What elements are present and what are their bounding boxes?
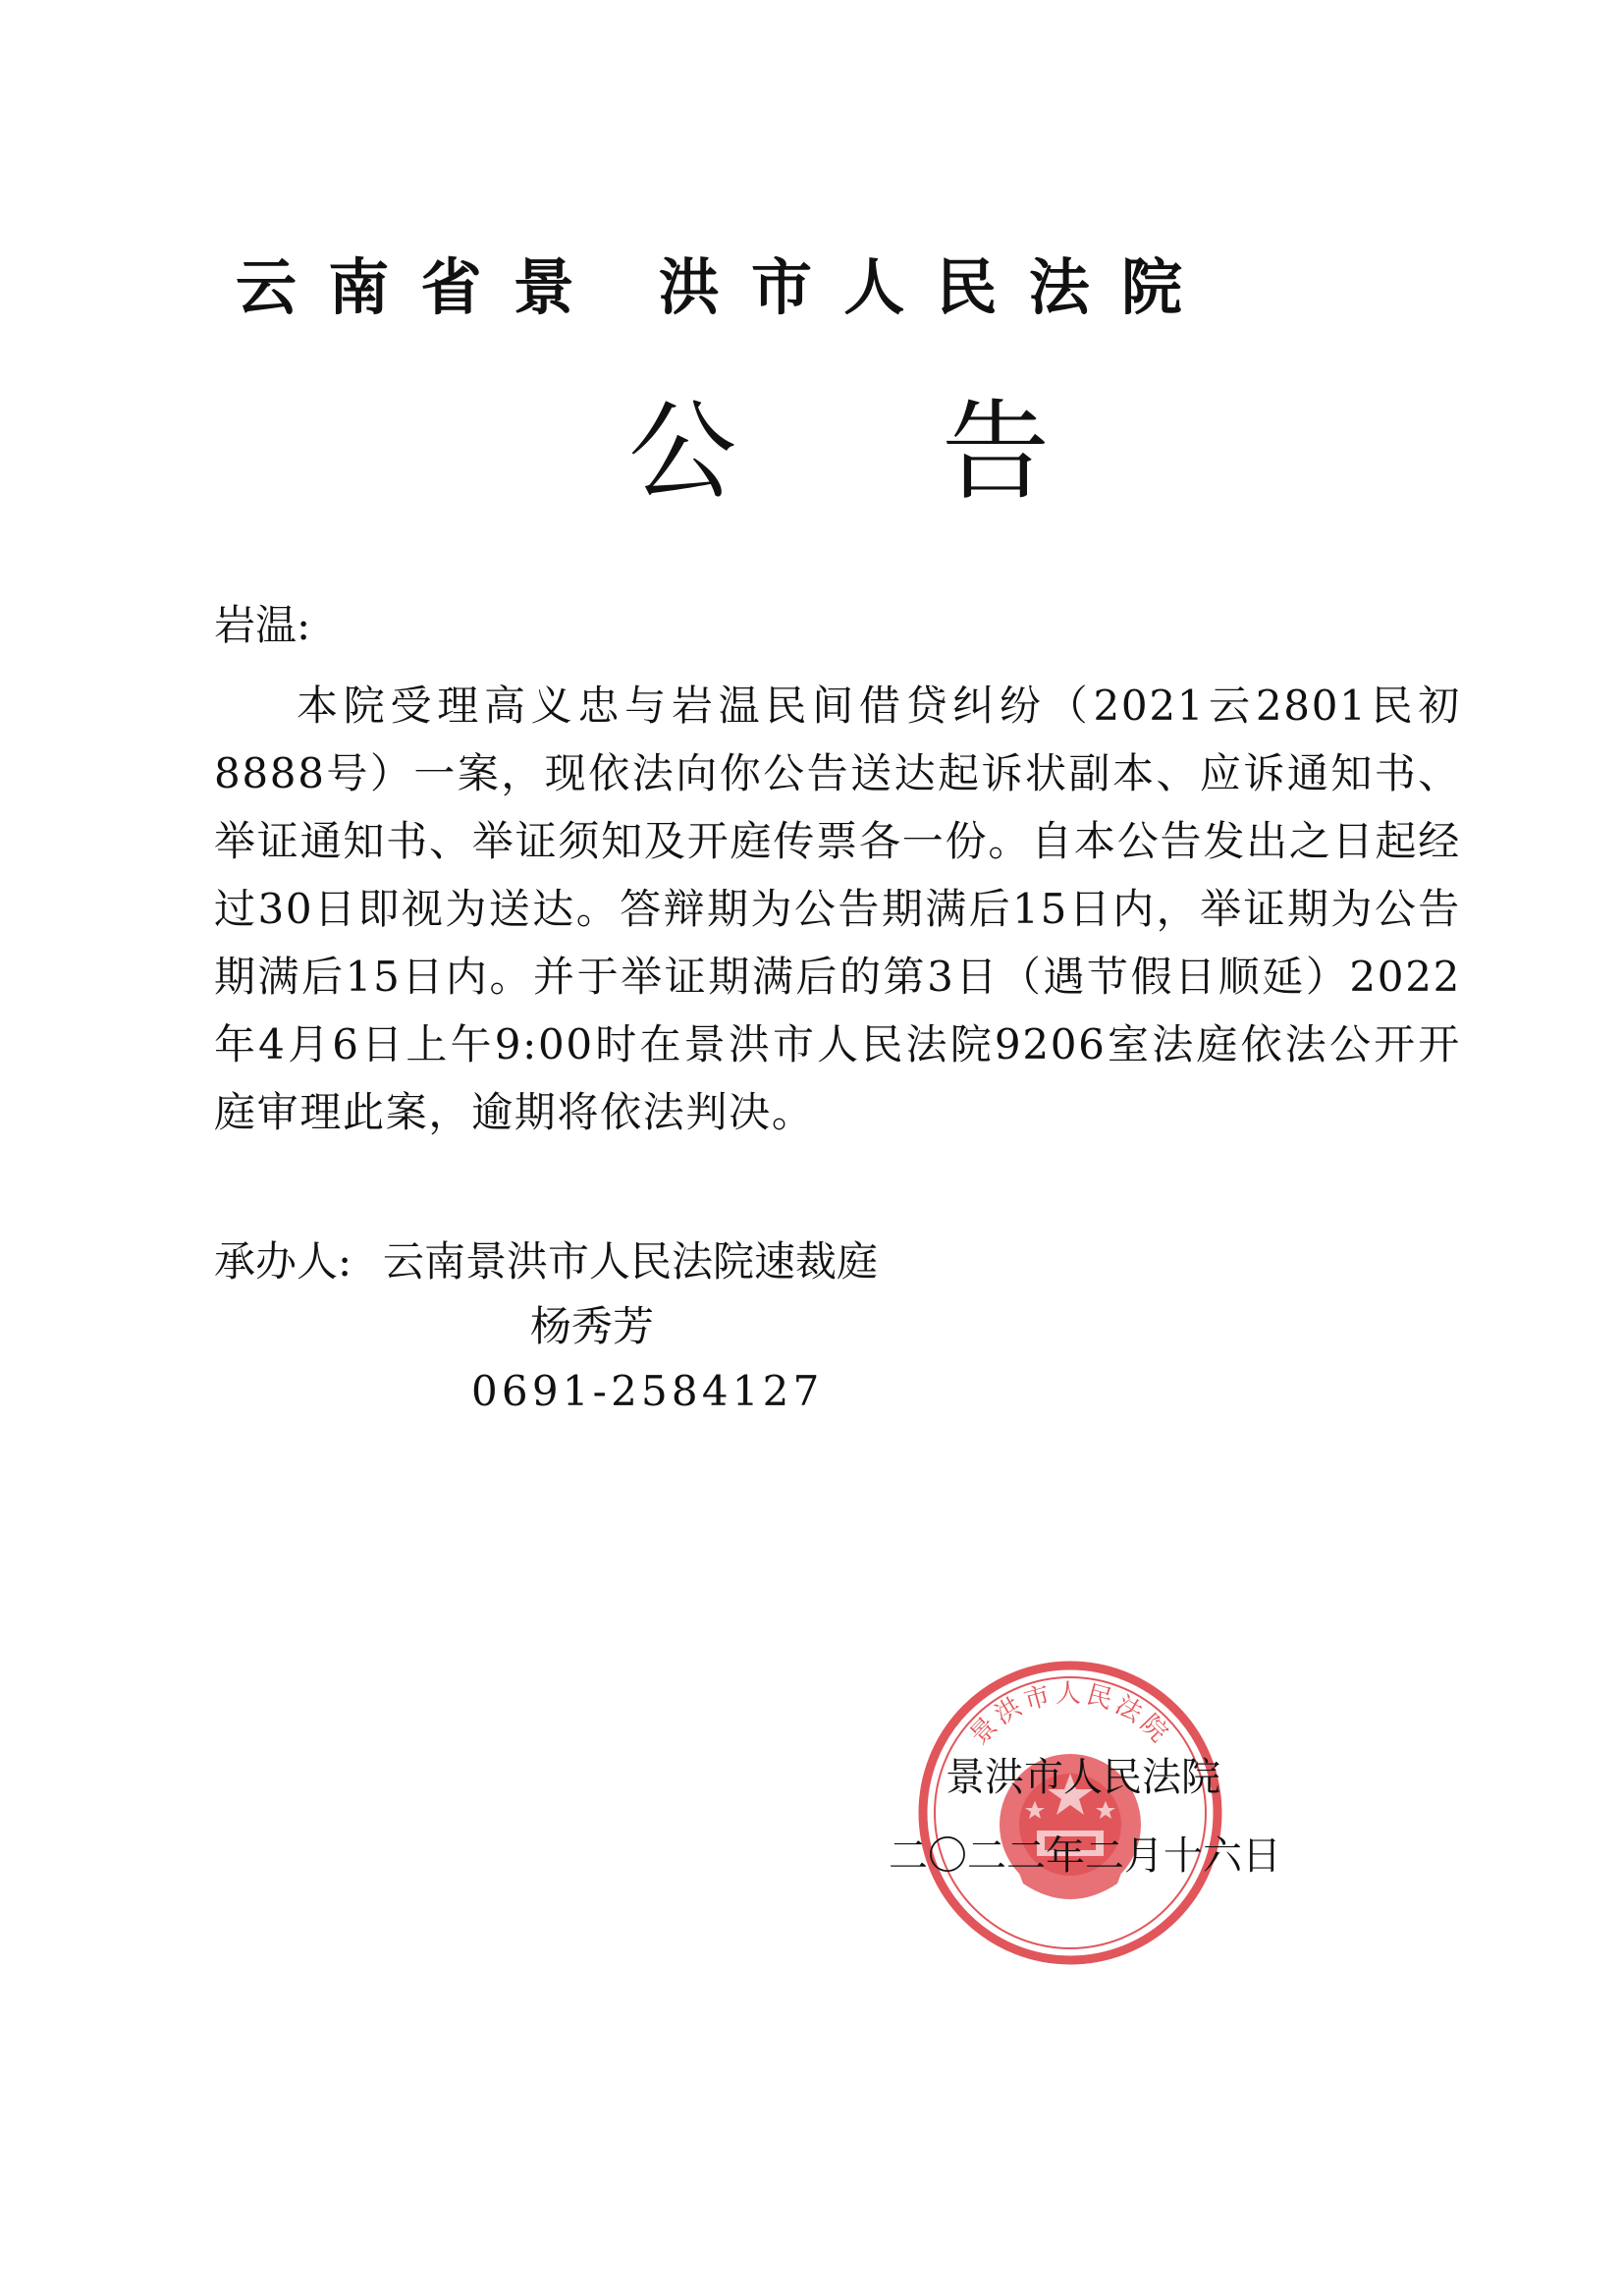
issuing-court-name: 景洪市人民法院	[946, 1755, 1220, 1800]
handler-department: 云南景洪市人民法院速裁庭	[383, 1237, 879, 1285]
seal-legend-text: 景洪市人民法院	[964, 1678, 1176, 1751]
handler-name: 杨秀芳	[530, 1302, 655, 1350]
notice-title: 公告	[628, 389, 1255, 515]
issue-date: 二〇二二年二月十六日	[889, 1833, 1281, 1879]
handler-phone: 0691-2584127	[471, 1367, 824, 1415]
handler-label: 承办人:	[214, 1237, 352, 1285]
case-handler-block	[214, 1230, 1098, 1424]
court-name-heading: 云南省景 洪市人民法院	[236, 251, 1215, 323]
recipient-salutation: 岩温:	[214, 601, 311, 649]
handler-department-line	[214, 1230, 1098, 1294]
signature-block	[889, 1738, 1340, 1895]
notice-body-paragraph: 本院受理高义忠与岩温民间借贷纠纷（2021云2801民初8888号）一案，现依法向你公告送达起诉状副本、应诉通知书、举证通知书、举证须知及开庭传票各一份。自本公告发出之日起经过30日即视为送达。答辩期为公告期满后15日内，举证期为公告期满后15日内。并于举证期满后的第3日（遇节假日顺延）2022年4月6日上午9:00时在景洪市人民法院9206室法庭依法公开开庭审理此案，逾期将依法判决。	[214, 682, 1461, 1136]
